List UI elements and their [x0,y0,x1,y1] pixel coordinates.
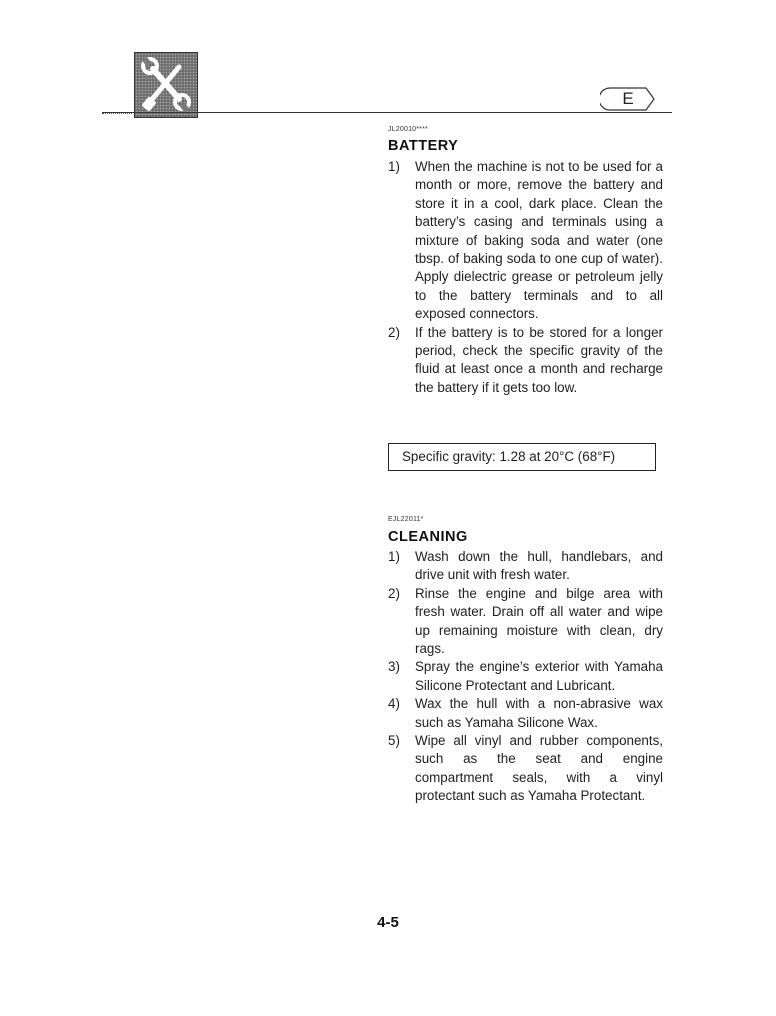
list-item-text: Wipe all vinyl and rubber components, such as the seat and engine compartment seals, with a vinyl protectant such as Yamaha Protectant. [415,733,663,804]
header-rule-dots [102,113,132,115]
language-badge [600,86,656,112]
list-item-text: Wash down the hull, handlebars, and drive unit with fresh water. [415,549,663,583]
battery-heading: BATTERY [388,138,459,154]
list-item-text: Wax the hull with a non-abrasive wax such as Yamaha Silicone Wax. [415,696,663,730]
specific-gravity-box [388,443,656,471]
list-item [388,548,663,585]
list-item-text: Spray the engine’s exterior with Yamaha Silicone Protectant and Lubricant. [415,659,663,693]
wrench-screwdriver-icon [134,52,198,118]
header-rule [102,112,672,113]
list-item-text: Rinse the engine and bilge area with fresh water. Drain off all water and wipe up remaining moisture with clean, dry rags. [415,585,663,657]
page-number: 4-5 [377,914,399,931]
list-item [388,585,663,659]
list-item-number: 1) [388,549,400,564]
language-badge-letter: E [622,89,634,108]
list-item-text: When the machine is not to be used for a month or more, remove the battery and store it in a cool, dark place. Clean the battery’s casing and terminals using a mixture of baking soda and water (one tbsp. of baking soda to one cup of water). Apply dielectric grease or petroleum jelly to the battery terminals and to all exposed connectors. [415,159,663,322]
list-item [388,695,663,732]
list-item [388,732,663,806]
list-item [388,324,663,398]
list-item-number: 4) [388,696,400,712]
cleaning-heading: CLEANING [388,529,468,545]
list-item-text: If the battery is to be stored for a longer period, check the specific gravity of the fluid at least once a month and recharge the battery if it gets too low. [415,324,663,395]
specific-gravity-text: Specific gravity: 1.28 at 20°C (68°F) [402,449,616,464]
battery-code: JL20010**** [388,126,428,133]
battery-list [388,158,663,397]
list-item-number: 3) [388,659,400,675]
list-item [388,158,663,324]
list-item-number: 1) [388,159,400,174]
cleaning-code: EJL22011* [388,516,424,523]
list-item-number: 2) [388,585,400,601]
cleaning-list [388,548,663,806]
list-item-number: 5) [388,733,400,749]
list-item [388,658,663,695]
list-item-number: 2) [388,324,400,340]
